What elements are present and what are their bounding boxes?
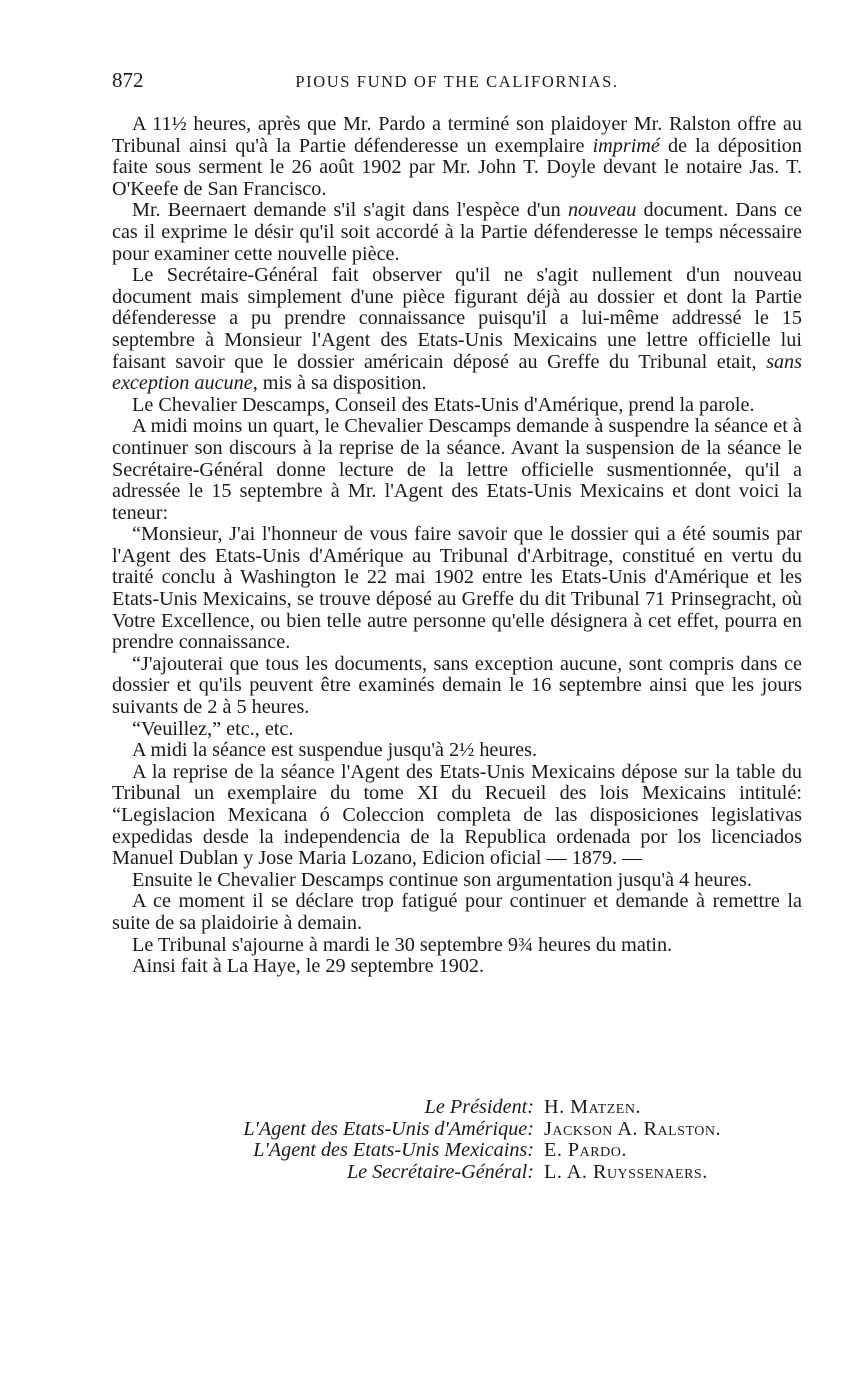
signature-row [112, 1162, 802, 1184]
text-run: “Veuillez,” etc., etc. [132, 717, 294, 740]
text-run: , mis à sa disposition. [252, 372, 427, 395]
signature-block [112, 1097, 802, 1183]
paragraph [112, 935, 802, 957]
text-run: A 11½ heures, après que Mr. Pardo a terminé son plaidoyer Mr. Ralston offre au Tribunal ainsi qu'à la Partie défenderesse un exemplaire [112, 113, 802, 157]
text-run: Le Chevalier Descamps, Conseil des Etats-Unis d'Amérique, prend la parole. [132, 393, 755, 416]
body-text [112, 114, 802, 978]
signatory-name: Jackson A. Ralston. [544, 1117, 722, 1140]
text-run: “Monsieur, J'ai l'honneur de vous faire savoir que le dossier qui a été soumis par l'Agent des Etats-Unis d'Amérique au Tribunal d'Arbitrage, constitué en vertu du traité conclu à Washington le 22 mai 1902 entre les Etats-Unis d'Amérique et les Etats-Unis Mexicains, se trouve déposé au Greffe du dit Tribunal 71 Prinsegracht, où Votre Excellence, ou bien telle autre personne qu'elle désignera à cet effet, pourra en prendre connaissance. [112, 523, 802, 654]
signature-row [112, 1140, 802, 1162]
text-run: document. Dans ce cas il exprime le désir qu'il soit accordé à la Partie défenderesse le temps nécessaire pour examiner cette nouvelle pièce. [112, 199, 802, 265]
signatory-name: E. Pardo. [544, 1139, 627, 1162]
text-run: Le Tribunal s'ajourne à mardi le 30 septembre 9¾ heures du matin. [132, 933, 673, 956]
italic-run: nouveau [567, 199, 637, 222]
italic-run: imprimé [592, 134, 660, 157]
paragraph [112, 265, 802, 395]
running-title: PIOUS FUND OF THE CALIFORNIAS. [295, 72, 619, 91]
signatory-role: L'Agent des Etats-Unis d'Amérique: [243, 1117, 534, 1140]
text-run: A la reprise de la séance l'Agent des Etats-Unis Mexicains dépose sur la table du Tribunal un exemplaire du tome XI du Recueil des lois Mexicains intitulé: “Legislacion Mexicana ó Coleccion completa de las disposiciones legislativas expedidas desde la independencia de la Republica ordenada por los licenciados Manuel Dublan y Jose Maria Lozano, Edicion oficial — 1879. — [112, 760, 802, 870]
signature-row [112, 1097, 802, 1119]
text-run: A midi moins un quart, le Chevalier Descamps demande à suspendre la séance et à continuer son discours à la reprise de la séance. Avant la suspension de la séance le Secrétaire-Général donne lecture de la lettre officielle susmentionnée, qu'il a adressée le 15 septembre à Mr. l'Agent des Etats-Unis Mexicains et dont voici la teneur: [112, 415, 802, 524]
paragraph [112, 654, 802, 719]
paragraph [112, 762, 802, 870]
text-run: Le Secrétaire-Général fait observer qu'il ne s'agit nullement d'un nouveau document mais simplement d'une pièce figurant déjà au dossier et dont la Partie défenderesse a pu prendre connaissance puisqu'il a lui-même addressé le 15 septembre à Monsieur l'Agent des Etats-Unis Mexicains une lettre officielle lui faisant savoir que le dossier américain déposé au Greffe du Tribunal etait, [112, 264, 802, 373]
signatory-role: Le Secrétaire-Général: [346, 1160, 534, 1183]
text-run: A midi la séance est suspendue jusqu'à 2½ heures. [132, 739, 538, 762]
text-run: Ensuite le Chevalier Descamps continue son argumentation jusqu'à 4 heures. [132, 868, 752, 891]
page-header [112, 68, 802, 98]
paragraph [112, 870, 802, 892]
paragraph [112, 114, 802, 200]
text-run: “J'ajouterai que tous les documents, sans exception aucune, sont compris dans ce dossier et qu'ils peuvent être examinés demain le 16 septembre ainsi que les jours suivants de 2 à 5 heures. [112, 652, 802, 719]
paragraph [112, 524, 802, 654]
text-run: Mr. Beernaert demande s'il s'agit dans l'espèce d'un [132, 199, 568, 222]
paragraph [112, 395, 802, 417]
paragraph [112, 200, 802, 265]
text-run: de la déposition faite sous serment le 26 août 1902 par Mr. John T. Doyle devant le notaire Jas. T. O'Keefe de San Francisco. [112, 134, 802, 200]
paragraph [112, 416, 802, 524]
text-run: A ce moment il se déclare trop fatigué pour continuer et demande à remettre la suite de sa plaidoirie à demain. [112, 890, 802, 934]
paragraph [112, 719, 802, 741]
paragraph [112, 891, 802, 934]
italic-run: sans exception aucune [112, 350, 802, 395]
signatory-role: L'Agent des Etats-Unis Mexicains: [253, 1139, 534, 1162]
signatory-name: L. A. Ruyssenaers. [544, 1160, 708, 1183]
signatory-role: Le Président: [424, 1096, 534, 1118]
signature-row [112, 1119, 802, 1141]
text-run: Ainsi fait à La Haye, le 29 septembre 1902. [132, 955, 485, 978]
signatory-name: H. Matzen. [544, 1096, 641, 1118]
page-number: 872 [112, 68, 144, 92]
paragraph [112, 740, 802, 762]
paragraph [112, 956, 802, 978]
